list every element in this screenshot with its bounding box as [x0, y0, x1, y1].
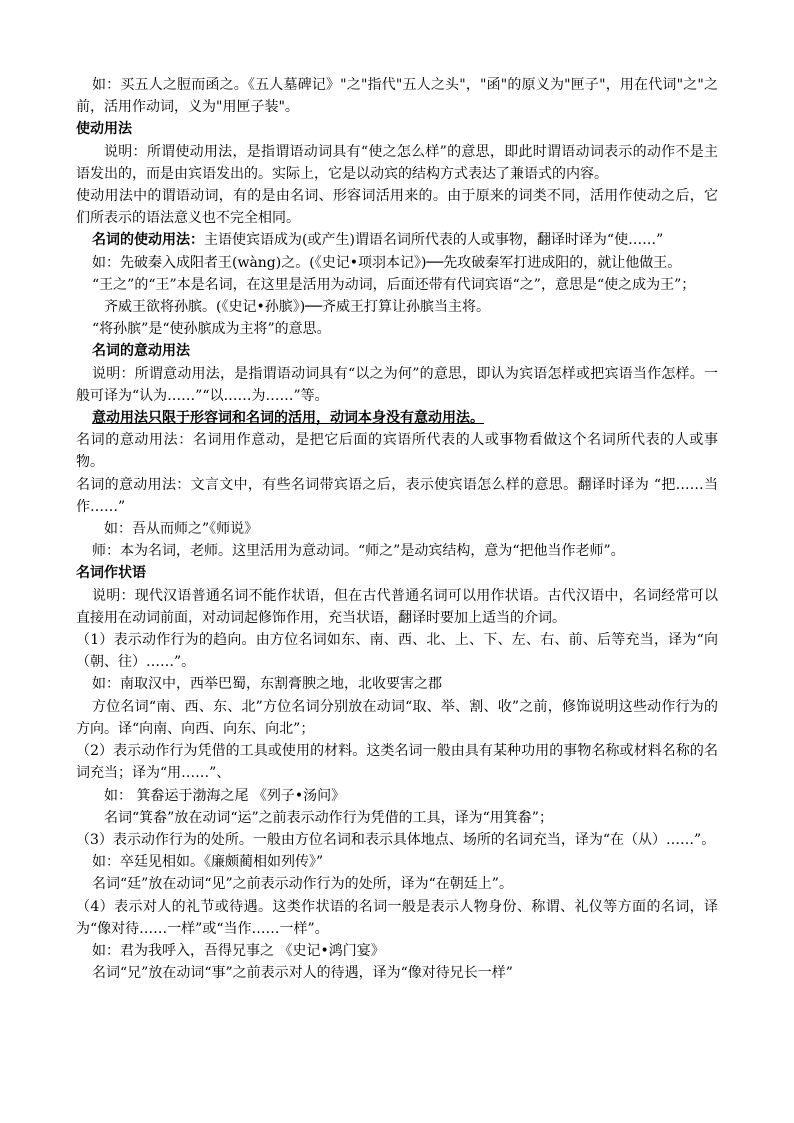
paragraph	[76, 540, 718, 562]
paragraph-text: 说明：所谓意动用法，是指谓语动词具有“以之为何”的意思，即认为宾语怎样或把宾语当作怎样。一般可译为“认为……”“以……为……”等。	[76, 365, 718, 404]
paragraph	[76, 340, 718, 362]
paragraph-text: （3）表示动作行为的处所。一般由方位名词和表示具体地点、场所的名词充当，译为“在（从）……”。	[76, 831, 716, 848]
paragraph	[76, 118, 718, 140]
paragraph-text: 齐威王欲将孙膑。(《史记•孙膑》)──齐威王打算让孙膑当主将。	[104, 299, 491, 316]
paragraph-text: 使动用法中的谓语动词，有的是由名词、形容词活用来的。由于原来的词类不同，活用作使动之后，它们所表示的语法意义也不完全相同。	[76, 188, 718, 227]
paragraph-text: （1）表示动作行为的趋向。由方位名词如东、南、西、北、上、下、左、右、前、后等充当，译为“向（朝、往）……”。	[76, 632, 718, 671]
paragraph-text: 说明：所谓使动用法，是指谓语动词具有“使之怎么样”的意思，即此时谓语动词表示的动作不是主语发出的，而是由宾语发出的。实际上，它是以动宾的结构方式表达了兼语式的内容。	[76, 143, 718, 182]
paragraph-text: 如：卒廷见相如。《廉颇蔺相如列传》”	[92, 854, 324, 871]
paragraph	[76, 363, 718, 407]
paragraph-text: （2）表示动作行为凭借的工具或使用的材料。这类名词一般由具有某种功用的事物名称或材料名称的名词充当；译为“用……”、	[76, 743, 718, 782]
paragraph	[76, 318, 718, 340]
paragraph-text: 说明：现代汉语普通名词不能作状语，但在古代普通名词可以用作状语。古代汉语中，名词经常可以直接用在动词前面，对动词起修饰作用，充当状语，翻译时要加上适当的介词。	[76, 587, 718, 626]
paragraph-text: 方位名词“南、西、东、北”方位名词分别放在动词“取、举、割、收”之前，修饰说明这些动作行为的方向。译“向南、向西、向东、向北”；	[76, 698, 718, 737]
paragraph	[76, 518, 718, 540]
paragraph	[76, 673, 718, 695]
section-heading: 名词作状语	[76, 565, 146, 582]
paragraph-text: 名词“箕畚”放在动词“运”之前表示动作行为凭借的工具，译为“用箕畚”；	[104, 809, 553, 826]
document-body	[76, 74, 718, 984]
paragraph-text: 如：吾从而师之”《师说》	[104, 521, 259, 538]
paragraph-text: 名词“兄”放在动词“事”之前表示对人的待遇，译为“像对待兄长一样”	[92, 965, 513, 982]
paragraph-text: 主语使宾语成为(或产生)谓语名词所代表的人或事物，翻译时译为“使……”	[204, 232, 664, 249]
paragraph-text: （4）表示对人的礼节或待遇。这类作状语的名词一般是表示人物身份、称谓、礼仪等方面的名词，译为“像对待……一样”或“当作……一样”。	[76, 898, 718, 937]
paragraph-text: 师：本为名词，老师。这里活用为意动词。“师之”是动宾结构，意为“把他当作老师”。	[92, 543, 625, 560]
paragraph	[76, 296, 718, 318]
paragraph	[76, 229, 718, 251]
emphasized-note: 意动用法只限于形容词和名词的活用，动词本身没有意动用法。	[92, 410, 484, 427]
paragraph	[76, 896, 718, 940]
paragraph	[76, 474, 718, 518]
paragraph	[76, 807, 718, 829]
paragraph	[76, 873, 718, 895]
paragraph	[76, 252, 718, 274]
paragraph	[76, 74, 718, 118]
section-heading: 名词的意动用法	[92, 343, 190, 360]
paragraph-text: 如：南取汉中，西举巴蜀，东割膏腴之地，北收要害之郡	[92, 676, 442, 693]
section-heading: 使动用法	[76, 121, 132, 138]
paragraph-text: “王之”的“王”本是名词，在这里是活用为动词，后面还带有代词宾语“之”，意思是“使之成为王”；	[92, 276, 696, 293]
paragraph	[76, 585, 718, 629]
paragraph	[76, 851, 718, 873]
paragraph	[76, 429, 718, 473]
paragraph	[76, 407, 718, 429]
paragraph	[76, 696, 718, 740]
paragraph	[76, 785, 718, 807]
paragraph	[76, 962, 718, 984]
paragraph-text: 如：先破秦入成阳者王(wàng)之。(《史记•项羽本记》)──先攻破秦军打进成阳的，就让他做王。	[92, 254, 682, 271]
paragraph-text: 名词的意动用法：文言文中，有些名词带宾语之后，表示使宾语怎么样的意思。翻译时译为 “把……当作……”	[76, 476, 718, 515]
paragraph	[76, 185, 718, 229]
paragraph	[76, 274, 718, 296]
section-heading: 名词的使动用法：	[92, 232, 204, 249]
paragraph	[76, 562, 718, 584]
paragraph-text: 如：买五人之脰而函之。《五人墓碑记》"之"指代"五人之头"，"函"的原义为"匣子"，用在代词"之"之前，活用作动词，义为"用匣子装"。	[76, 77, 718, 116]
paragraph	[76, 940, 718, 962]
paragraph-text: 如：君为我呼入，吾得兄事之 《史记•鸿门宴》	[92, 942, 385, 959]
paragraph	[76, 829, 718, 851]
paragraph	[76, 141, 718, 185]
paragraph-text: 名词的意动用法：名词用作意动，是把它后面的宾语所代表的人或事物看做这个名词所代表的人或事物。	[76, 432, 718, 471]
paragraph-text: 名词“廷”放在动词“见”之前表示动作行为的处所，译为“在朝廷上”。	[92, 876, 513, 893]
paragraph-text: 如： 箕畚运于渤海之尾 《列子•汤问》	[104, 787, 346, 804]
paragraph	[76, 740, 718, 784]
paragraph-text: “将孙膑”是“使孙膑成为主将”的意思。	[92, 321, 331, 338]
paragraph	[76, 629, 718, 673]
